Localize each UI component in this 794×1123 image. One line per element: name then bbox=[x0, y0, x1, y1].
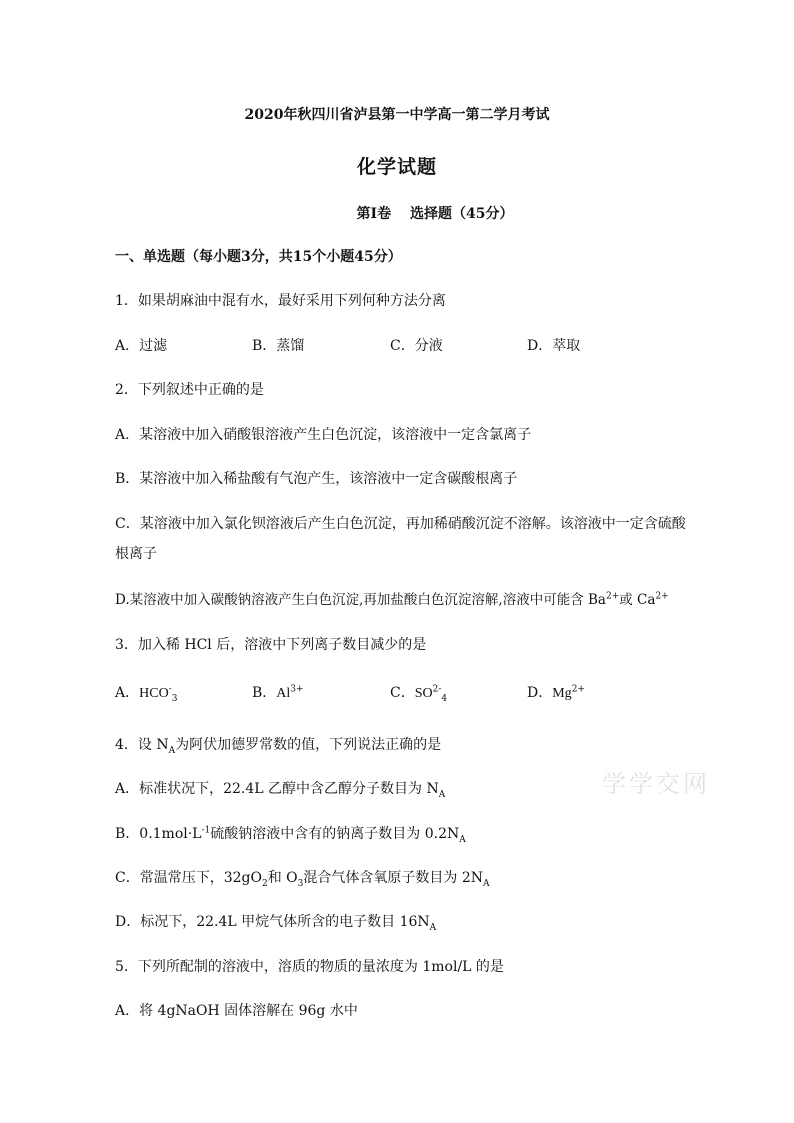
q4-c-mid2: 混合气体含氧原子数目为 2N bbox=[303, 870, 483, 886]
q4-a-text: A．标准状况下，22.4L 乙醇中含乙醇分子数目为 N bbox=[115, 781, 439, 797]
q4-option-b bbox=[115, 825, 466, 843]
q4-d-text: D．标况下，22.4L 甲烷气体所含的电子数目 16N bbox=[115, 914, 430, 930]
q2-d-sup2: 2+ bbox=[655, 591, 669, 602]
q4-option-d bbox=[115, 913, 436, 931]
q4-b-sub: A bbox=[459, 834, 466, 845]
q4-stem-post: 为阿伏加德罗常数的值，下列说法正确的是 bbox=[175, 737, 442, 753]
q3-a-sup: - bbox=[168, 684, 172, 695]
q4-c-sub3: A bbox=[482, 878, 490, 889]
q3-a-label: A． bbox=[115, 685, 140, 701]
q3-c-label: C． bbox=[390, 685, 415, 701]
q4-stem-pre: 4．设 N bbox=[115, 737, 169, 753]
q4-option-a bbox=[115, 780, 445, 798]
q3-c-ion: SO bbox=[414, 686, 433, 701]
section-heading: 一、单选题（每小题3分，共15个小题45分） bbox=[115, 249, 402, 265]
q1-option-c: C．分液 bbox=[390, 338, 443, 354]
q4-option-c bbox=[115, 869, 489, 887]
q4-a-sub: A bbox=[438, 789, 446, 800]
question-5-stem: 5．下列所配制的溶液中，溶质的物质的量浓度为 1mol/L 的是 bbox=[115, 959, 504, 975]
q1-option-b: B．蒸馏 bbox=[252, 338, 305, 354]
question-4-stem bbox=[115, 736, 441, 754]
q4-b-mid: 硫酸钠溶液中含有的钠离子数目为 0.2N bbox=[210, 826, 460, 842]
q3-c-sup: 2- bbox=[432, 684, 442, 695]
question-1-stem: 1．如果胡麻油中混有水，最好采用下列何种方法分离 bbox=[115, 293, 446, 309]
q5-option-a: A．将 4gNaOH 固体溶解在 96g 水中 bbox=[115, 1003, 358, 1019]
q4-b-sup: -1 bbox=[201, 825, 211, 836]
q3-c-sub: 4 bbox=[441, 693, 448, 704]
exam-title: 2020年秋四川省泸县第一中学高一第二学月考试 bbox=[244, 107, 550, 123]
q2-option-c-line2: 根离子 bbox=[115, 546, 157, 562]
subject-title: 化学试题 bbox=[356, 156, 437, 178]
question-3-stem: 3．加入稀 HCl 后，溶液中下列离子数目减少的是 bbox=[115, 637, 427, 653]
q2-option-b: B．某溶液中加入稀盐酸有气泡产生，该溶液中一定含碳酸根离子 bbox=[115, 471, 518, 487]
q4-b-text: B．0.1mol·L bbox=[115, 826, 202, 842]
q3-a-sub: 3 bbox=[171, 693, 178, 704]
q3-b-ion: Al bbox=[276, 686, 291, 701]
watermark: 学学交网 bbox=[602, 770, 710, 798]
question-2-stem: 2．下列叙述中正确的是 bbox=[115, 382, 264, 398]
q2-d-text: D.某溶液中加入碳酸钠溶液产生白色沉淀,再加盐酸白色沉淀溶解,溶液中可能含 Ba bbox=[115, 592, 606, 608]
q4-stem-sub: A bbox=[168, 745, 176, 756]
q4-c-text: C．常温常压下，32gO bbox=[115, 870, 262, 886]
q3-option-b bbox=[252, 684, 304, 703]
q2-option-d bbox=[115, 591, 669, 609]
q3-option-a bbox=[115, 684, 177, 703]
q2-option-a: A．某溶液中加入硝酸银溶液产生白色沉淀，该溶液中一定含氯离子 bbox=[115, 427, 532, 443]
q4-c-sub2: 3 bbox=[297, 878, 304, 889]
q1-option-d: D．萃取 bbox=[527, 338, 581, 354]
q2-d-mid: 或 Ca bbox=[619, 592, 656, 608]
q4-d-sub: A bbox=[429, 922, 437, 933]
part-heading: 第I卷 选择题（45分） bbox=[356, 206, 514, 222]
q3-d-sup: 2+ bbox=[571, 684, 585, 695]
q3-d-ion: Mg bbox=[552, 686, 572, 701]
q4-c-sub1: 2 bbox=[261, 878, 268, 889]
q2-d-sup1: 2+ bbox=[605, 591, 620, 602]
q4-c-mid: 和 O bbox=[267, 870, 298, 886]
q2-option-c-line1: C．某溶液中加入氯化钡溶液后产生白色沉淀，再加稀硝酸沉淀不溶解。该溶液中一定含硫酸 bbox=[115, 516, 686, 532]
q1-option-a: A．过滤 bbox=[115, 338, 168, 354]
q3-a-ion: HCO bbox=[139, 686, 169, 701]
q3-option-d bbox=[527, 684, 585, 703]
q3-option-c bbox=[390, 684, 447, 703]
q3-b-sup: 3+ bbox=[290, 684, 304, 695]
q3-d-label: D． bbox=[527, 685, 553, 701]
q3-b-label: B． bbox=[252, 685, 277, 701]
